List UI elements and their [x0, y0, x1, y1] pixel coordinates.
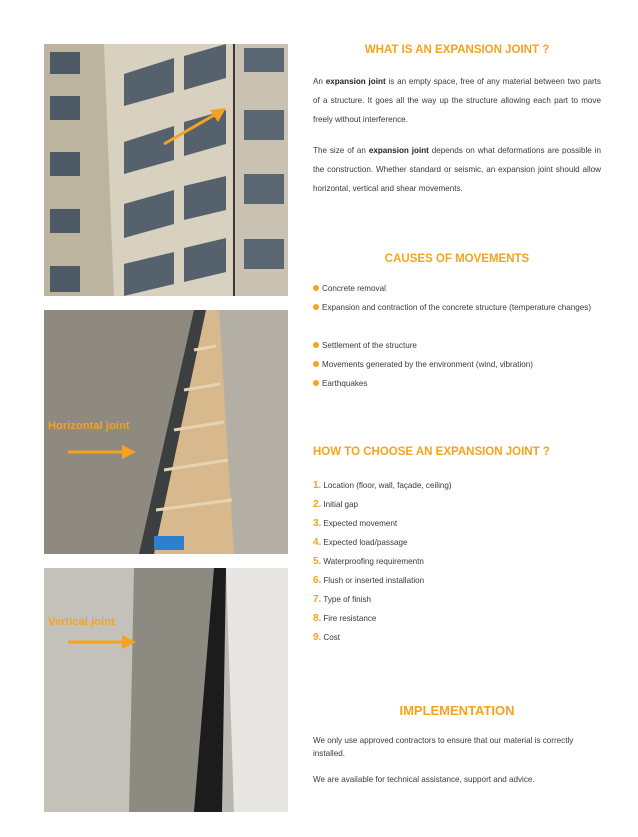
- vertical-joint-photo: [44, 568, 288, 812]
- p1-pre: An: [313, 77, 326, 86]
- bullet-dot: [313, 304, 319, 310]
- vertical-joint-image: [44, 568, 288, 812]
- bullet-dot: [313, 380, 319, 386]
- what-is-heading: WHAT IS AN EXPANSION JOINT ?: [364, 44, 550, 56]
- choose-item: 4. Expected load/passage: [313, 537, 408, 548]
- implementation-heading: IMPLEMENTATION: [399, 703, 515, 718]
- choose-item: 6. Flush or inserted installation: [313, 575, 425, 586]
- cause-item: Earthquakes: [313, 374, 601, 393]
- building-expansion-joint-photo: [44, 44, 288, 296]
- causes-heading: CAUSES OF MOVEMENTS: [384, 253, 530, 265]
- choose-item: 2. Initial gap: [313, 499, 358, 510]
- choose-item: 9. Cost: [313, 632, 340, 643]
- building-image: [44, 44, 288, 296]
- vertical-joint-label: Vertical joint: [48, 616, 115, 628]
- cause-item: Expansion and contraction of the concrete structure (temperature changes): [313, 298, 601, 317]
- cause-item: Concrete removal: [313, 279, 601, 298]
- choose-item: 8. Fire resistance: [313, 613, 377, 624]
- choose-item: 7. Type of finish: [313, 594, 372, 605]
- choose-heading: HOW TO CHOOSE AN EXPANSION JOINT ?: [313, 446, 550, 458]
- choose-item: 3. Expected movement: [313, 518, 398, 529]
- bullet-dot: [313, 361, 319, 367]
- what-is-paragraph-1: [313, 72, 601, 129]
- p2-pre: The size of an: [313, 146, 369, 155]
- bullet-dot: [313, 342, 319, 348]
- implementation-paragraph-2: We are available for technical assistance, support and advice.: [313, 775, 535, 784]
- bullet-dot: [313, 285, 319, 291]
- choose-item: 1. Location (floor, wall, façade, ceiling): [313, 480, 452, 491]
- choose-item: 5. Waterproofing requirementn: [313, 556, 424, 567]
- p1-post: is an empty space, free of any material between two parts of a structure. It goes all the way up the structure allowing each part to move freely without interference.: [313, 77, 601, 124]
- implementation-paragraph-1: We only use approved contractors to ensure that our material is correctly installed.: [313, 736, 574, 758]
- p2-post: depends on what deformations are possible in the construction. Whether standard or seismic, an expansion joint should allow horizontal, vertical and shear movements.: [313, 146, 601, 193]
- cause-item: Movements generated by the environment (wind, vibration): [313, 355, 601, 374]
- cause-item: Settlement of the structure: [313, 336, 601, 355]
- horizontal-joint-photo: [44, 310, 288, 554]
- horizontal-joint-image: [44, 310, 288, 554]
- p1-bold: expansion joint: [325, 77, 386, 86]
- what-is-paragraph-2: [313, 141, 601, 198]
- horizontal-joint-label: Horizontal joint: [48, 420, 130, 432]
- p2-bold: expansion joint: [368, 146, 429, 155]
